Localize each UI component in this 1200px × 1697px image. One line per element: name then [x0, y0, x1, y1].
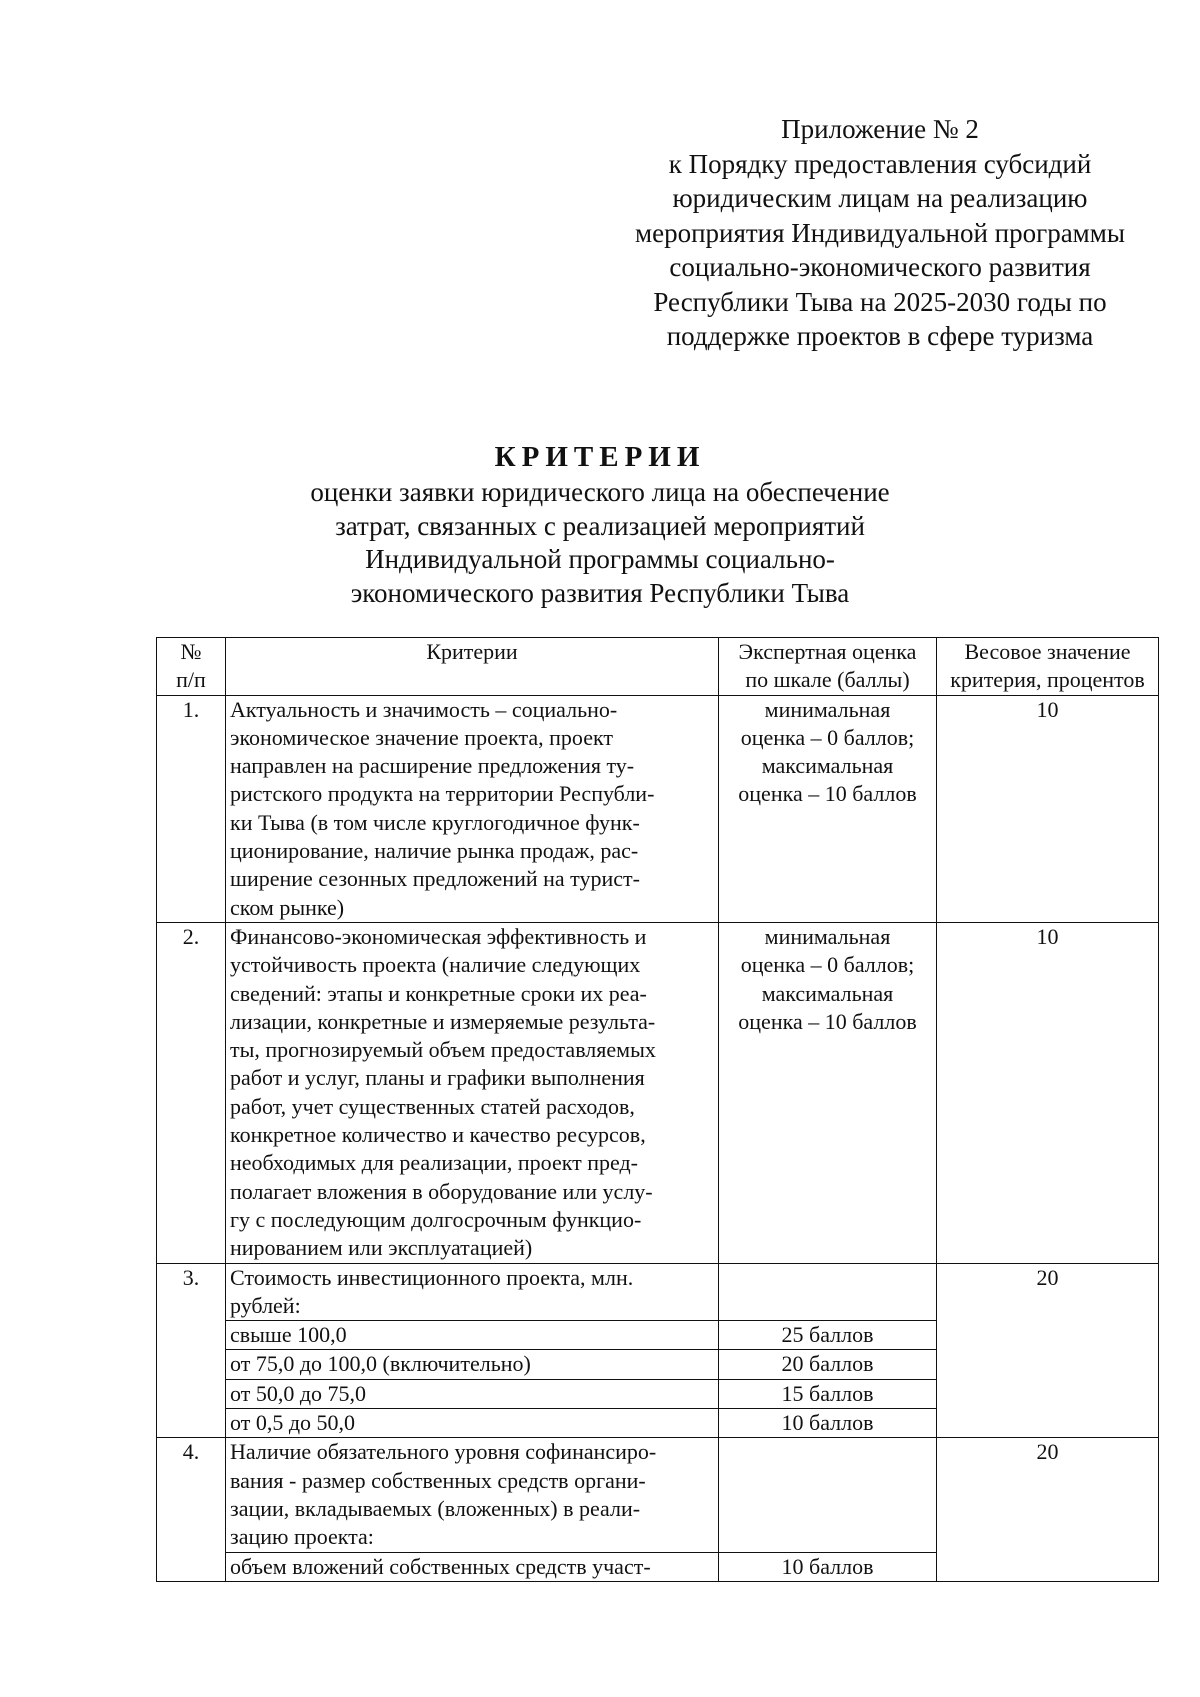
- appendix-line: социально-экономического развития: [669, 252, 1091, 282]
- row-score: [719, 1438, 937, 1552]
- subrow-score: 15 баллов: [719, 1379, 937, 1408]
- appendix-line: мероприятия Индивидуальной программы: [635, 217, 1125, 248]
- subrow-criteria: от 0,5 до 50,0: [226, 1409, 719, 1438]
- appendix-line: поддержке проектов в сфере туризма: [666, 321, 1094, 351]
- row-criteria: Актуальность и значимость – социально- экономическое значение проекта, проект направлен на расширение предложения ту- ристского продукта на территории Республи- ки Тыва (в том числе круглогодичное функ- ционирование, наличие рынка продаж, рас- ширение сезонных предложений на турист- ском рынке): [226, 695, 719, 922]
- appendix-line: Республики Тыва на 2025-2030 годы по: [653, 286, 1107, 317]
- row-score: [719, 1263, 937, 1321]
- subtitle-line: оценки заявки юридического лица на обеспечение: [310, 477, 890, 507]
- table-row: [157, 1438, 1159, 1552]
- row-weight: 10: [937, 922, 1159, 1263]
- appendix-line: к Порядку предоставления субсидий: [668, 148, 1092, 179]
- row-number: 4.: [157, 1438, 226, 1581]
- title-subtitle: [160, 476, 1040, 610]
- row-criteria: Наличие обязательного уровня софинансиро- вания - размер собственных средств органи- зации, вкладываемых (вложенных) в реали- зацию проекта:: [226, 1438, 719, 1552]
- criteria-table: [156, 637, 1159, 1582]
- row-score: минимальная оценка – 0 баллов; максимальная оценка – 10 баллов: [719, 695, 937, 922]
- document-title: [160, 438, 1040, 610]
- row-criteria: Стоимость инвестиционного проекта, млн. рублей:: [226, 1263, 719, 1321]
- header-criteria: Критерии: [226, 638, 719, 696]
- row-weight: 20: [937, 1263, 1159, 1438]
- table-row: [157, 1263, 1159, 1321]
- subrow-score: 10 баллов: [719, 1409, 937, 1438]
- subrow-criteria: объем вложений собственных средств участ-: [226, 1552, 719, 1581]
- row-weight: 10: [937, 695, 1159, 922]
- table-header-row: [157, 638, 1159, 696]
- appendix-line: юридическим лицам на реализацию: [672, 183, 1088, 213]
- table-row: [157, 922, 1159, 1263]
- appendix-header: [620, 112, 1140, 354]
- row-number: 1.: [157, 695, 226, 922]
- header-score: Экспертная оценка по шкале (баллы): [719, 638, 937, 696]
- table-row: [157, 695, 1159, 922]
- subrow-criteria: свыше 100,0: [226, 1321, 719, 1350]
- title-main: КРИТЕРИИ: [494, 441, 706, 473]
- subrow-criteria: от 75,0 до 100,0 (включительно): [226, 1350, 719, 1379]
- subrow-criteria: от 50,0 до 75,0: [226, 1379, 719, 1408]
- subrow-score: 20 баллов: [719, 1350, 937, 1379]
- row-number: 3.: [157, 1263, 226, 1438]
- subtitle-line: затрат, связанных с реализацией мероприятий: [335, 510, 865, 541]
- row-criteria: Финансово-экономическая эффективность и устойчивость проекта (наличие следующих сведений: этапы и конкретные сроки их реа- лизации, конкретные и измеряемые результа- ты, прогнозируемый объем предоставляемых работ и услуг, планы и графики выполнения работ, учет существенных статей расходов, конкретное количество и качество ресурсов, необходимых для реализации, проект пред- полагает вложения в оборудование или услу- гу с последующим долгосрочным функцио- нированием или эксплуатацией): [226, 922, 719, 1263]
- appendix-line: Приложение № 2: [781, 114, 979, 144]
- row-score: минимальная оценка – 0 баллов; максимальная оценка – 10 баллов: [719, 922, 937, 1263]
- header-num: № п/п: [157, 638, 226, 696]
- subrow-score: 25 баллов: [719, 1321, 937, 1350]
- subtitle-line: экономического развития Республики Тыва: [350, 577, 850, 608]
- row-number: 2.: [157, 922, 226, 1263]
- row-weight: 20: [937, 1438, 1159, 1581]
- header-weight: Весовое значение критерия, процентов: [937, 638, 1159, 696]
- subrow-score: 10 баллов: [719, 1552, 937, 1581]
- subtitle-line: Индивидуальной программы социально-: [365, 544, 835, 574]
